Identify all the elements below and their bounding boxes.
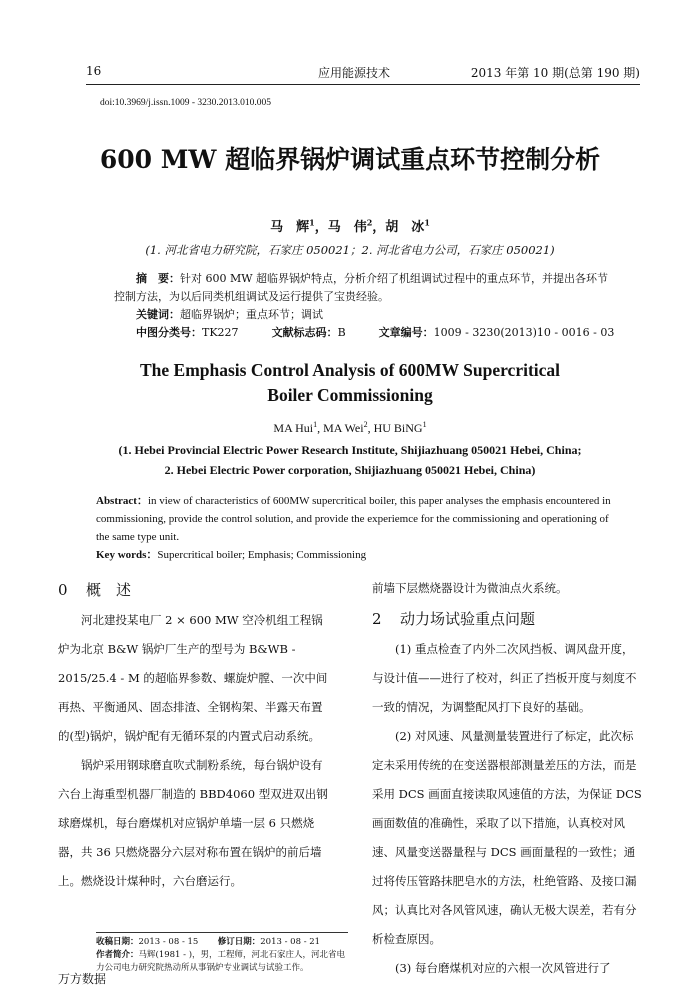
- author-1: 马 辉: [270, 220, 310, 235]
- section-0-title: 概 述: [86, 581, 132, 599]
- title-en-line-1: The Emphasis Control Analysis of 600MW Supercritical: [139, 360, 561, 380]
- section-2-paragraph-2: (2) 对风速、风量测量装置进行了标定，此次标定未采用传统的在变送器根部测量差压的方法，而是采用 DCS 画面直接读取风速值的方法，为保证 DCS 画面数值的准确性，采取了以下措施，认真校对风速、风量变送器量程与 DCS 画面量程的一致性；通过将传压管路抹肥皂水的方法，杜绝管路、及接口漏风；认真比对各风管风速，确认无极大误差，若有分析检查原因。: [372, 729, 642, 946]
- keywords-cn-label: 关键词：: [136, 308, 180, 321]
- revised-date: 2013 - 08 - 21: [260, 937, 321, 947]
- section-2-paragraph-1: (1) 重点检查了内外二次风挡板、调风盘开度，与设计值——进行了校对，纠正了挡板开度与刻度不一致的情况，为调整配风打下良好的基础。: [372, 642, 637, 714]
- title-cn: 600 MW 超临界锅炉调试重点环节控制分析: [99, 145, 601, 174]
- doi: doi:10.3969/j.issn.1009 - 3230.2013.010.005: [100, 98, 272, 108]
- abstract-cn-body: [96, 270, 616, 306]
- section-2-heading: [372, 603, 644, 635]
- right-column: [372, 574, 644, 983]
- section-0-paragraph-2: 锅炉采用钢球磨直吹式制粉系统，每台锅炉设有六台上海重型机器厂制造的 BBD4060 型双进双出钢球磨煤机，每台磨煤机对应锅炉单墙一层 6 只燃烧器，共 36 只燃烧器分六层对称布置在锅炉的前后墙上。燃烧设计煤种时，六台磨运行。: [58, 758, 328, 888]
- continued-paragraph: 前墙下层燃烧器设计为微油点火系统。: [372, 581, 568, 595]
- affiliations-en: [60, 440, 640, 480]
- section-2-title: 动力场试验重点问题: [400, 610, 536, 628]
- keywords-cn-text: 超临界锅炉；重点环节；调试: [180, 308, 323, 321]
- abstract-cn-text: 针对 600 MW 超临界锅炉特点，分析介绍了机组调试过程中的重点环节，并提出各环节控制方法，为以后同类机组调试及运行提供了宝贵经验。: [114, 272, 609, 303]
- author-en-1: MA Hui: [273, 421, 314, 435]
- authors-en: [60, 420, 640, 436]
- author-1-aff: 1: [309, 217, 315, 228]
- received-label: 收稿日期：: [96, 937, 139, 947]
- author-en-1-aff: 1: [313, 420, 318, 429]
- keywords-en-label: Key words：: [96, 549, 158, 561]
- footnote-dates: [96, 936, 348, 949]
- abstract-en-label: Abstract：: [96, 495, 148, 507]
- classification-line: [96, 324, 616, 342]
- affiliation-en-1: (1. Hebei Provincial Electric Power Research Institute, Shijiazhuang 050021 Hebei, China;: [118, 443, 582, 457]
- section-0-paragraph-1: 河北建投某电厂 2 × 600 MW 空冷机组工程锅炉为北京 B&W 锅炉厂生产的型号为 B&WB - 2015/25.4 - M 的超临界参数、螺旋炉膛、一次中间再热、平衡通风、固态排渣、全钢构架、半露天布置的(型)锅炉，锅炉配有无循环泵的内置式启动系统。: [58, 613, 328, 743]
- abstract-en-text: in view of characteristics of 600MW supercritical boiler, this paper analyses the emphasis encountered in commissioning, provide the control solution, and provide the experiemce for the commissioning and operationing of the same type unit.: [96, 495, 611, 543]
- keywords-cn: [96, 306, 616, 324]
- page-footer: 万方数据: [58, 972, 107, 986]
- author-bio-label: 作者简介：: [96, 950, 139, 960]
- author-en-3: , HU BiNG: [367, 421, 423, 435]
- abstract-en-body: [96, 492, 616, 546]
- running-header: [86, 62, 640, 85]
- affiliations-cn: (1. 河北省电力研究院，石家庄 050021；2. 河北省电力公司，石家庄 050021): [145, 243, 555, 257]
- affiliation-en-2: 2. Hebei Electric Power corporation, Shijiazhuang 050021 Hebei, China): [164, 463, 536, 477]
- abstract-en: [96, 492, 616, 564]
- clc-value: TK227: [202, 326, 239, 339]
- issue-info: 2013 年第 10 期(总第 190 期): [470, 66, 640, 80]
- section-2-number: 2: [372, 610, 382, 628]
- authors-cn: [60, 216, 640, 235]
- author-en-2: , MA Wei: [317, 421, 364, 435]
- author-3-aff: 1: [424, 217, 430, 228]
- keywords-en: [96, 546, 616, 564]
- author-en-2-aff: 2: [363, 420, 368, 429]
- page-number: 16: [86, 64, 102, 78]
- title-en-line-2: Boiler Commissioning: [267, 385, 433, 405]
- author-2: ，马 伟: [314, 220, 367, 235]
- section-2-paragraph-3: (3) 每台磨煤机对应的六根一次风管进行了: [395, 961, 611, 975]
- author-2-aff: 2: [366, 217, 373, 228]
- left-column: [58, 574, 330, 896]
- journal-name: 应用能源技术: [318, 66, 391, 80]
- author-3: ，胡 冰: [372, 220, 425, 235]
- footnote: [96, 932, 348, 975]
- author-en-3-aff: 1: [422, 420, 427, 429]
- article-no-label: 文章编号：: [378, 326, 434, 339]
- doc-code-value: B: [337, 326, 346, 339]
- clc-label: 中图分类号：: [136, 326, 202, 339]
- revised-label: 修订日期：: [217, 937, 261, 947]
- section-0-heading: [58, 574, 330, 606]
- received-date: 2013 - 08 - 15: [138, 937, 199, 947]
- abstract-cn: [96, 270, 616, 342]
- section-0-number: 0: [58, 581, 68, 599]
- title-en: [60, 358, 640, 408]
- article-no-value: 1009 - 3230(2013)10 - 0016 - 03: [433, 326, 615, 339]
- author-bio: 马辉(1981 - )，男，工程师，河北石家庄人，河北省电力公司电力研究院热动所从事锅炉专业调试与试验工作。: [96, 950, 346, 973]
- doc-code-label: 文献标志码：: [271, 326, 338, 339]
- footnote-author: [96, 949, 348, 975]
- keywords-en-text: Supercritical boiler; Emphasis; Commissioning: [157, 549, 367, 561]
- abstract-cn-label: 摘 要：: [136, 272, 180, 285]
